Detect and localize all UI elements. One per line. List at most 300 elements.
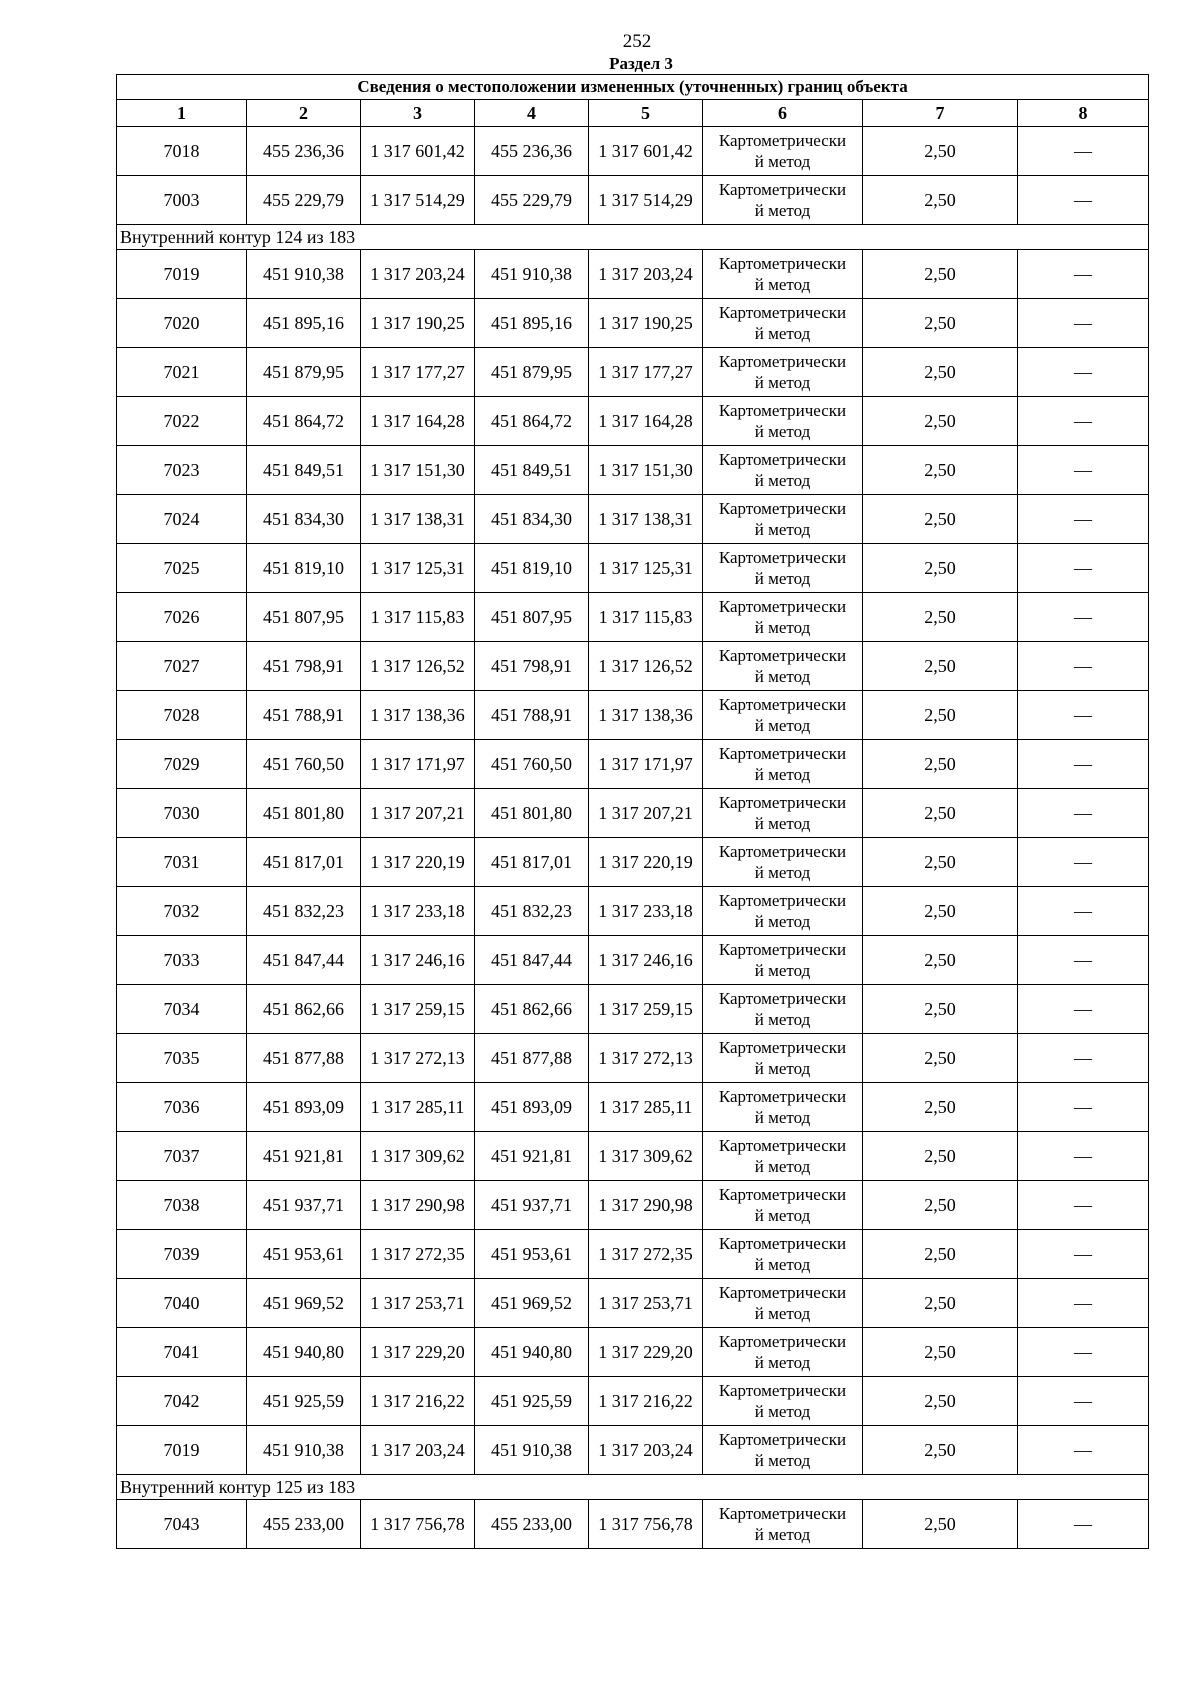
method-cell bbox=[703, 397, 863, 446]
y-coordinate-cell: 1 317 164,28 bbox=[361, 397, 475, 446]
accuracy-cell: 2,50 bbox=[863, 838, 1018, 887]
y-coordinate-cell: 1 317 190,25 bbox=[361, 299, 475, 348]
description-cell: — bbox=[1018, 544, 1149, 593]
point-number-cell: 7040 bbox=[117, 1279, 247, 1328]
x-coordinate-cell: 455 229,79 bbox=[475, 176, 589, 225]
point-number-cell: 7019 bbox=[117, 250, 247, 299]
accuracy-cell: 2,50 bbox=[863, 1377, 1018, 1426]
table-row bbox=[117, 1377, 1149, 1426]
method-cell bbox=[703, 789, 863, 838]
point-number-cell: 7041 bbox=[117, 1328, 247, 1377]
method-label-line: й метод bbox=[754, 961, 811, 980]
accuracy-cell: 2,50 bbox=[863, 740, 1018, 789]
point-number-cell: 7035 bbox=[117, 1034, 247, 1083]
point-number-cell: 7027 bbox=[117, 642, 247, 691]
method-cell bbox=[703, 593, 863, 642]
description-cell: — bbox=[1018, 1034, 1149, 1083]
accuracy-cell: 2,50 bbox=[863, 544, 1018, 593]
method-cell bbox=[703, 176, 863, 225]
x-coordinate-cell: 451 893,09 bbox=[247, 1083, 361, 1132]
description-cell: — bbox=[1018, 1377, 1149, 1426]
x-coordinate-cell: 451 834,30 bbox=[247, 495, 361, 544]
description-cell: — bbox=[1018, 176, 1149, 225]
accuracy-cell: 2,50 bbox=[863, 1230, 1018, 1279]
method-cell bbox=[703, 691, 863, 740]
y-coordinate-cell: 1 317 601,42 bbox=[589, 127, 703, 176]
table-body bbox=[117, 75, 1149, 1549]
accuracy-cell: 2,50 bbox=[863, 691, 1018, 740]
y-coordinate-cell: 1 317 756,78 bbox=[589, 1500, 703, 1549]
table-row bbox=[117, 838, 1149, 887]
x-coordinate-cell: 455 233,00 bbox=[475, 1500, 589, 1549]
method-label-line: й метод bbox=[754, 1451, 811, 1470]
y-coordinate-cell: 1 317 203,24 bbox=[589, 250, 703, 299]
accuracy-cell: 2,50 bbox=[863, 127, 1018, 176]
table-row bbox=[117, 1083, 1149, 1132]
method-label-line: Картометрически bbox=[718, 695, 847, 714]
method-cell bbox=[703, 1132, 863, 1181]
point-number-cell: 7029 bbox=[117, 740, 247, 789]
description-cell: — bbox=[1018, 250, 1149, 299]
method-label-line: Картометрически bbox=[718, 1038, 847, 1057]
method-label-line: й метод bbox=[754, 1206, 811, 1225]
y-coordinate-cell: 1 317 138,31 bbox=[361, 495, 475, 544]
accuracy-cell: 2,50 bbox=[863, 299, 1018, 348]
x-coordinate-cell: 451 877,88 bbox=[475, 1034, 589, 1083]
x-coordinate-cell: 451 953,61 bbox=[475, 1230, 589, 1279]
y-coordinate-cell: 1 317 259,15 bbox=[361, 985, 475, 1034]
method-cell bbox=[703, 446, 863, 495]
accuracy-cell: 2,50 bbox=[863, 1279, 1018, 1328]
table-row bbox=[117, 642, 1149, 691]
method-cell bbox=[703, 1328, 863, 1377]
table-row bbox=[117, 593, 1149, 642]
table-row bbox=[117, 397, 1149, 446]
y-coordinate-cell: 1 317 207,21 bbox=[361, 789, 475, 838]
description-cell: — bbox=[1018, 1083, 1149, 1132]
method-label-line: Картометрически bbox=[718, 548, 847, 567]
method-label-line: Картометрически bbox=[718, 1087, 847, 1106]
method-label-line: Картометрически bbox=[718, 303, 847, 322]
method-label-line: Картометрически bbox=[718, 1504, 847, 1523]
point-number-cell: 7021 bbox=[117, 348, 247, 397]
x-coordinate-cell: 451 819,10 bbox=[475, 544, 589, 593]
x-coordinate-cell: 451 937,71 bbox=[475, 1181, 589, 1230]
y-coordinate-cell: 1 317 138,31 bbox=[589, 495, 703, 544]
y-coordinate-cell: 1 317 125,31 bbox=[589, 544, 703, 593]
table-row bbox=[117, 176, 1149, 225]
method-cell bbox=[703, 642, 863, 691]
x-coordinate-cell: 451 864,72 bbox=[475, 397, 589, 446]
column-header: 1 bbox=[117, 100, 247, 127]
x-coordinate-cell: 451 849,51 bbox=[475, 446, 589, 495]
method-cell bbox=[703, 1377, 863, 1426]
y-coordinate-cell: 1 317 190,25 bbox=[589, 299, 703, 348]
method-label-line: Картометрически bbox=[718, 131, 847, 150]
y-coordinate-cell: 1 317 138,36 bbox=[589, 691, 703, 740]
method-label-line: й метод bbox=[754, 1010, 811, 1029]
point-number-cell: 7031 bbox=[117, 838, 247, 887]
accuracy-cell: 2,50 bbox=[863, 1083, 1018, 1132]
x-coordinate-cell: 451 879,95 bbox=[247, 348, 361, 397]
accuracy-cell: 2,50 bbox=[863, 1426, 1018, 1475]
x-coordinate-cell: 451 847,44 bbox=[247, 936, 361, 985]
y-coordinate-cell: 1 317 177,27 bbox=[361, 348, 475, 397]
table-row bbox=[117, 1426, 1149, 1475]
point-number-cell: 7019 bbox=[117, 1426, 247, 1475]
method-label-line: й метод bbox=[754, 152, 811, 171]
x-coordinate-cell: 451 925,59 bbox=[247, 1377, 361, 1426]
x-coordinate-cell: 455 233,00 bbox=[247, 1500, 361, 1549]
description-cell: — bbox=[1018, 985, 1149, 1034]
accuracy-cell: 2,50 bbox=[863, 887, 1018, 936]
x-coordinate-cell: 451 847,44 bbox=[475, 936, 589, 985]
table-row bbox=[117, 985, 1149, 1034]
description-cell: — bbox=[1018, 887, 1149, 936]
x-coordinate-cell: 451 969,52 bbox=[475, 1279, 589, 1328]
table-row bbox=[117, 936, 1149, 985]
document-page bbox=[116, 30, 1148, 1549]
method-label-line: Картометрически bbox=[718, 1283, 847, 1302]
x-coordinate-cell: 451 862,66 bbox=[475, 985, 589, 1034]
section-title: Раздел 3 bbox=[609, 54, 673, 73]
method-label-line: й метод bbox=[754, 275, 811, 294]
description-cell: — bbox=[1018, 789, 1149, 838]
x-coordinate-cell: 451 801,80 bbox=[247, 789, 361, 838]
method-label-line: й метод bbox=[754, 716, 811, 735]
method-label-line: Картометрически bbox=[718, 499, 847, 518]
method-cell bbox=[703, 1034, 863, 1083]
y-coordinate-cell: 1 317 514,29 bbox=[589, 176, 703, 225]
page-number: 252 bbox=[622, 31, 652, 52]
method-label-line: Картометрически bbox=[718, 254, 847, 273]
accuracy-cell: 2,50 bbox=[863, 495, 1018, 544]
description-cell: — bbox=[1018, 495, 1149, 544]
y-coordinate-cell: 1 317 164,28 bbox=[589, 397, 703, 446]
y-coordinate-cell: 1 317 290,98 bbox=[361, 1181, 475, 1230]
column-header: 8 bbox=[1018, 100, 1149, 127]
method-cell bbox=[703, 838, 863, 887]
description-cell: — bbox=[1018, 642, 1149, 691]
x-coordinate-cell: 451 877,88 bbox=[247, 1034, 361, 1083]
method-label-line: Картометрически bbox=[718, 940, 847, 959]
y-coordinate-cell: 1 317 203,24 bbox=[589, 1426, 703, 1475]
method-label-line: й метод bbox=[754, 324, 811, 343]
accuracy-cell: 2,50 bbox=[863, 1132, 1018, 1181]
y-coordinate-cell: 1 317 514,29 bbox=[361, 176, 475, 225]
x-coordinate-cell: 451 895,16 bbox=[475, 299, 589, 348]
x-coordinate-cell: 451 937,71 bbox=[247, 1181, 361, 1230]
table-row bbox=[117, 544, 1149, 593]
description-cell: — bbox=[1018, 1500, 1149, 1549]
point-number-cell: 7028 bbox=[117, 691, 247, 740]
y-coordinate-cell: 1 317 220,19 bbox=[589, 838, 703, 887]
x-coordinate-cell: 451 849,51 bbox=[247, 446, 361, 495]
x-coordinate-cell: 451 819,10 bbox=[247, 544, 361, 593]
x-coordinate-cell: 451 788,91 bbox=[247, 691, 361, 740]
method-label-line: й метод bbox=[754, 1525, 811, 1544]
y-coordinate-cell: 1 317 115,83 bbox=[589, 593, 703, 642]
method-label-line: й метод bbox=[754, 765, 811, 784]
method-cell bbox=[703, 1426, 863, 1475]
method-label-line: й метод bbox=[754, 471, 811, 490]
x-coordinate-cell: 451 921,81 bbox=[475, 1132, 589, 1181]
method-cell bbox=[703, 127, 863, 176]
point-number-cell: 7025 bbox=[117, 544, 247, 593]
description-cell: — bbox=[1018, 127, 1149, 176]
point-number-cell: 7032 bbox=[117, 887, 247, 936]
accuracy-cell: 2,50 bbox=[863, 397, 1018, 446]
method-label-line: й метод bbox=[754, 373, 811, 392]
accuracy-cell: 2,50 bbox=[863, 985, 1018, 1034]
method-label-line: й метод bbox=[754, 618, 811, 637]
x-coordinate-cell: 455 236,36 bbox=[475, 127, 589, 176]
method-cell bbox=[703, 887, 863, 936]
contour-label: Внутренний контур 125 из 183 bbox=[117, 1475, 1149, 1500]
column-header: 5 bbox=[589, 100, 703, 127]
x-coordinate-cell: 451 921,81 bbox=[247, 1132, 361, 1181]
method-cell bbox=[703, 495, 863, 544]
description-cell: — bbox=[1018, 593, 1149, 642]
coordinates-table bbox=[116, 74, 1149, 1549]
x-coordinate-cell: 451 760,50 bbox=[475, 740, 589, 789]
y-coordinate-cell: 1 317 177,27 bbox=[589, 348, 703, 397]
x-coordinate-cell: 451 895,16 bbox=[247, 299, 361, 348]
method-label-line: Картометрически bbox=[718, 891, 847, 910]
y-coordinate-cell: 1 317 309,62 bbox=[589, 1132, 703, 1181]
y-coordinate-cell: 1 317 259,15 bbox=[589, 985, 703, 1034]
column-header: 7 bbox=[863, 100, 1018, 127]
table-row bbox=[117, 250, 1149, 299]
method-label-line: Картометрически bbox=[718, 1430, 847, 1449]
method-label-line: Картометрически bbox=[718, 1381, 847, 1400]
method-cell bbox=[703, 1083, 863, 1132]
table-row bbox=[117, 1034, 1149, 1083]
y-coordinate-cell: 1 317 151,30 bbox=[589, 446, 703, 495]
method-label-line: й метод bbox=[754, 912, 811, 931]
x-coordinate-cell: 451 834,30 bbox=[475, 495, 589, 544]
y-coordinate-cell: 1 317 125,31 bbox=[361, 544, 475, 593]
x-coordinate-cell: 451 798,91 bbox=[475, 642, 589, 691]
table-row bbox=[117, 887, 1149, 936]
method-label-line: Картометрически bbox=[718, 597, 847, 616]
table-row bbox=[117, 1132, 1149, 1181]
point-number-cell: 7030 bbox=[117, 789, 247, 838]
x-coordinate-cell: 455 236,36 bbox=[247, 127, 361, 176]
description-cell: — bbox=[1018, 348, 1149, 397]
method-cell bbox=[703, 1500, 863, 1549]
x-coordinate-cell: 451 953,61 bbox=[247, 1230, 361, 1279]
description-cell: — bbox=[1018, 1279, 1149, 1328]
method-label-line: Картометрически bbox=[718, 1234, 847, 1253]
point-number-cell: 7033 bbox=[117, 936, 247, 985]
y-coordinate-cell: 1 317 253,71 bbox=[361, 1279, 475, 1328]
accuracy-cell: 2,50 bbox=[863, 348, 1018, 397]
method-cell bbox=[703, 1279, 863, 1328]
method-label-line: й метод bbox=[754, 1059, 811, 1078]
y-coordinate-cell: 1 317 246,16 bbox=[589, 936, 703, 985]
description-cell: — bbox=[1018, 397, 1149, 446]
x-coordinate-cell: 451 925,59 bbox=[475, 1377, 589, 1426]
x-coordinate-cell: 451 807,95 bbox=[475, 593, 589, 642]
table-row bbox=[117, 1181, 1149, 1230]
table-row bbox=[117, 1328, 1149, 1377]
method-label-line: й метод bbox=[754, 201, 811, 220]
table-row bbox=[117, 1500, 1149, 1549]
method-label-line: Картометрически bbox=[718, 1185, 847, 1204]
x-coordinate-cell: 455 229,79 bbox=[247, 176, 361, 225]
description-cell: — bbox=[1018, 1230, 1149, 1279]
column-header: 6 bbox=[703, 100, 863, 127]
y-coordinate-cell: 1 317 220,19 bbox=[361, 838, 475, 887]
y-coordinate-cell: 1 317 285,11 bbox=[361, 1083, 475, 1132]
accuracy-cell: 2,50 bbox=[863, 936, 1018, 985]
y-coordinate-cell: 1 317 115,83 bbox=[361, 593, 475, 642]
description-cell: — bbox=[1018, 446, 1149, 495]
table-row bbox=[117, 127, 1149, 176]
method-cell bbox=[703, 936, 863, 985]
y-coordinate-cell: 1 317 171,97 bbox=[589, 740, 703, 789]
table-row bbox=[117, 299, 1149, 348]
method-label-line: Картометрически bbox=[718, 989, 847, 1008]
method-label-line: й метод bbox=[754, 1353, 811, 1372]
accuracy-cell: 2,50 bbox=[863, 250, 1018, 299]
y-coordinate-cell: 1 317 285,11 bbox=[589, 1083, 703, 1132]
y-coordinate-cell: 1 317 233,18 bbox=[361, 887, 475, 936]
column-header-row bbox=[117, 100, 1149, 127]
point-number-cell: 7018 bbox=[117, 127, 247, 176]
accuracy-cell: 2,50 bbox=[863, 642, 1018, 691]
y-coordinate-cell: 1 317 229,20 bbox=[589, 1328, 703, 1377]
method-cell bbox=[703, 544, 863, 593]
point-number-cell: 7003 bbox=[117, 176, 247, 225]
contour-label: Внутренний контур 124 из 183 bbox=[117, 225, 1149, 250]
y-coordinate-cell: 1 317 171,97 bbox=[361, 740, 475, 789]
point-number-cell: 7038 bbox=[117, 1181, 247, 1230]
method-label-line: й метод bbox=[754, 1304, 811, 1323]
method-label-line: й метод bbox=[754, 814, 811, 833]
x-coordinate-cell: 451 817,01 bbox=[475, 838, 589, 887]
x-coordinate-cell: 451 832,23 bbox=[247, 887, 361, 936]
table-row bbox=[117, 789, 1149, 838]
accuracy-cell: 2,50 bbox=[863, 1328, 1018, 1377]
y-coordinate-cell: 1 317 601,42 bbox=[361, 127, 475, 176]
method-label-line: Картометрически bbox=[718, 1332, 847, 1351]
column-header: 3 bbox=[361, 100, 475, 127]
point-number-cell: 7022 bbox=[117, 397, 247, 446]
description-cell: — bbox=[1018, 1181, 1149, 1230]
y-coordinate-cell: 1 317 246,16 bbox=[361, 936, 475, 985]
x-coordinate-cell: 451 910,38 bbox=[475, 250, 589, 299]
y-coordinate-cell: 1 317 216,22 bbox=[589, 1377, 703, 1426]
method-label-line: й метод bbox=[754, 569, 811, 588]
y-coordinate-cell: 1 317 309,62 bbox=[361, 1132, 475, 1181]
description-cell: — bbox=[1018, 299, 1149, 348]
method-label-line: Картометрически bbox=[718, 180, 847, 199]
y-coordinate-cell: 1 317 290,98 bbox=[589, 1181, 703, 1230]
accuracy-cell: 2,50 bbox=[863, 176, 1018, 225]
x-coordinate-cell: 451 910,38 bbox=[247, 250, 361, 299]
point-number-cell: 7034 bbox=[117, 985, 247, 1034]
method-label-line: й метод bbox=[754, 863, 811, 882]
method-label-line: Картометрически bbox=[718, 1136, 847, 1155]
column-header: 2 bbox=[247, 100, 361, 127]
method-label-line: й метод bbox=[754, 1402, 811, 1421]
x-coordinate-cell: 451 801,80 bbox=[475, 789, 589, 838]
description-cell: — bbox=[1018, 936, 1149, 985]
point-number-cell: 7023 bbox=[117, 446, 247, 495]
method-cell bbox=[703, 985, 863, 1034]
method-label-line: й метод bbox=[754, 520, 811, 539]
x-coordinate-cell: 451 969,52 bbox=[247, 1279, 361, 1328]
method-label-line: Картометрически bbox=[718, 401, 847, 420]
x-coordinate-cell: 451 864,72 bbox=[247, 397, 361, 446]
y-coordinate-cell: 1 317 272,35 bbox=[361, 1230, 475, 1279]
y-coordinate-cell: 1 317 207,21 bbox=[589, 789, 703, 838]
y-coordinate-cell: 1 317 151,30 bbox=[361, 446, 475, 495]
method-label-line: Картометрически bbox=[718, 352, 847, 371]
point-number-cell: 7026 bbox=[117, 593, 247, 642]
description-cell: — bbox=[1018, 1426, 1149, 1475]
y-coordinate-cell: 1 317 203,24 bbox=[361, 1426, 475, 1475]
point-number-cell: 7020 bbox=[117, 299, 247, 348]
y-coordinate-cell: 1 317 272,13 bbox=[589, 1034, 703, 1083]
y-coordinate-cell: 1 317 126,52 bbox=[589, 642, 703, 691]
method-label-line: Картометрически bbox=[718, 793, 847, 812]
x-coordinate-cell: 451 832,23 bbox=[475, 887, 589, 936]
contour-heading-row bbox=[117, 1475, 1149, 1500]
y-coordinate-cell: 1 317 272,35 bbox=[589, 1230, 703, 1279]
method-label-line: Картометрически bbox=[718, 842, 847, 861]
x-coordinate-cell: 451 940,80 bbox=[475, 1328, 589, 1377]
x-coordinate-cell: 451 879,95 bbox=[475, 348, 589, 397]
accuracy-cell: 2,50 bbox=[863, 446, 1018, 495]
description-cell: — bbox=[1018, 1328, 1149, 1377]
table-row bbox=[117, 446, 1149, 495]
x-coordinate-cell: 451 910,38 bbox=[475, 1426, 589, 1475]
x-coordinate-cell: 451 862,66 bbox=[247, 985, 361, 1034]
method-label-line: й метод bbox=[754, 1255, 811, 1274]
accuracy-cell: 2,50 bbox=[863, 789, 1018, 838]
x-coordinate-cell: 451 910,38 bbox=[247, 1426, 361, 1475]
x-coordinate-cell: 451 788,91 bbox=[475, 691, 589, 740]
column-header: 4 bbox=[475, 100, 589, 127]
table-title-row bbox=[117, 75, 1149, 100]
table-row bbox=[117, 1279, 1149, 1328]
point-number-cell: 7036 bbox=[117, 1083, 247, 1132]
y-coordinate-cell: 1 317 126,52 bbox=[361, 642, 475, 691]
y-coordinate-cell: 1 317 138,36 bbox=[361, 691, 475, 740]
table-row bbox=[117, 348, 1149, 397]
x-coordinate-cell: 451 807,95 bbox=[247, 593, 361, 642]
x-coordinate-cell: 451 940,80 bbox=[247, 1328, 361, 1377]
accuracy-cell: 2,50 bbox=[863, 1034, 1018, 1083]
point-number-cell: 7024 bbox=[117, 495, 247, 544]
accuracy-cell: 2,50 bbox=[863, 593, 1018, 642]
description-cell: — bbox=[1018, 740, 1149, 789]
table-row bbox=[117, 691, 1149, 740]
y-coordinate-cell: 1 317 233,18 bbox=[589, 887, 703, 936]
y-coordinate-cell: 1 317 272,13 bbox=[361, 1034, 475, 1083]
method-cell bbox=[703, 348, 863, 397]
method-label-line: й метод bbox=[754, 1157, 811, 1176]
x-coordinate-cell: 451 798,91 bbox=[247, 642, 361, 691]
point-number-cell: 7042 bbox=[117, 1377, 247, 1426]
accuracy-cell: 2,50 bbox=[863, 1181, 1018, 1230]
table-title: Сведения о местоположении измененных (уточненных) границ объекта bbox=[117, 75, 1149, 100]
method-cell bbox=[703, 1230, 863, 1279]
method-cell bbox=[703, 299, 863, 348]
